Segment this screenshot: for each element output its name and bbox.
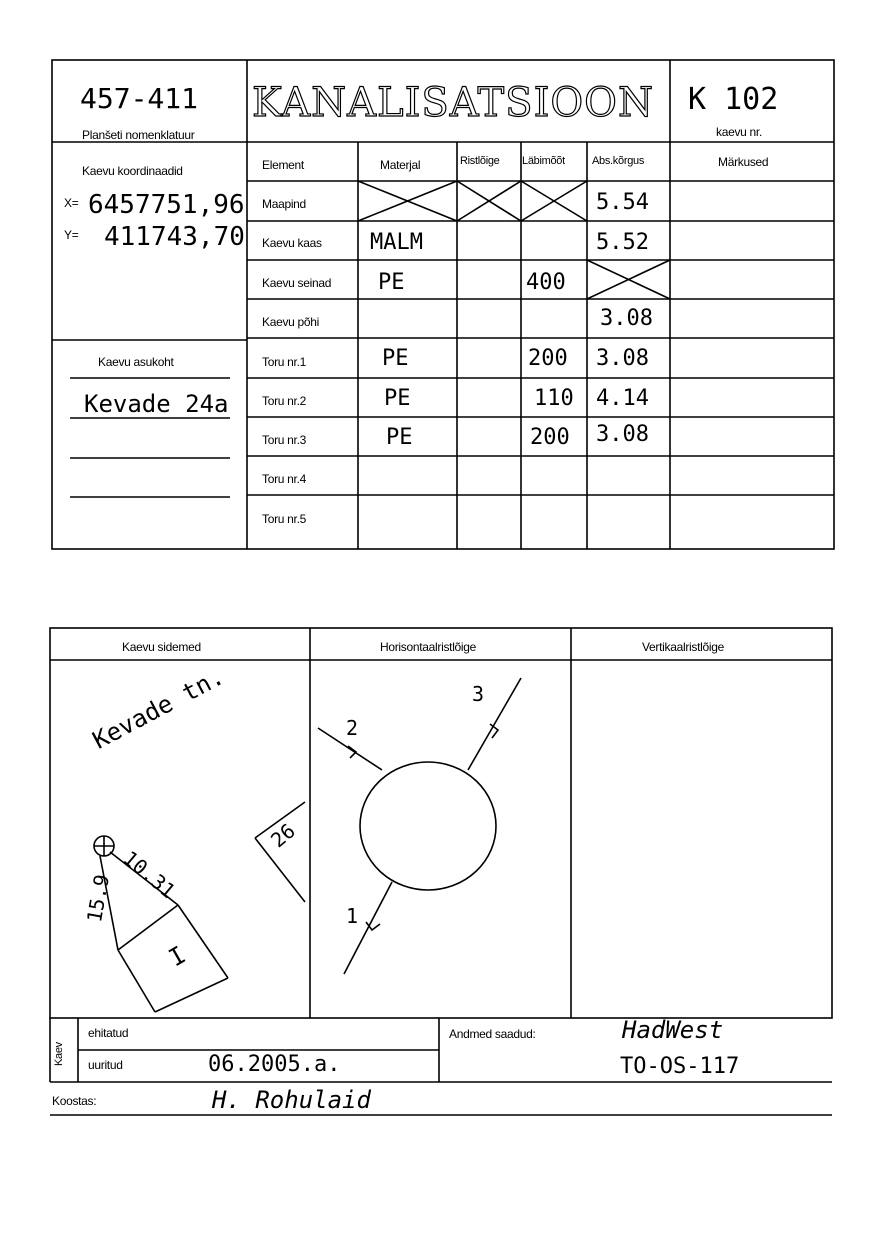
sketch-header-horizontal: Horisontaalristlõige: [380, 640, 477, 654]
side-label: Kaev: [53, 1042, 65, 1066]
row-abs-height: 3.08: [596, 346, 649, 371]
location-value: Kevade 24a: [84, 390, 229, 418]
row-abs-height: 3.08: [596, 422, 649, 447]
location-label: Kaevu asukoht: [98, 355, 174, 369]
page-title: KANALISATSIOON: [252, 80, 654, 126]
row-element: Kaevu seinad: [262, 276, 332, 290]
surveyed-date: 06.2005.a.: [208, 1052, 341, 1077]
y-label: Y=: [64, 228, 79, 242]
row-abs-height: 5.54: [596, 190, 649, 215]
data-from-code: TO-OS-117: [620, 1054, 740, 1079]
row-abs-height: 4.14: [596, 386, 649, 411]
coordinates-label: Kaevu koordinaadid: [82, 164, 183, 178]
data-from-label: Andmed saadud:: [449, 1027, 536, 1041]
built-label: ehitatud: [88, 1026, 129, 1040]
street-label: Kevade tn.: [88, 662, 229, 755]
row-element: Toru nr.2: [262, 394, 306, 408]
pipe-label-2: 2: [346, 716, 359, 740]
row-material: PE: [378, 270, 405, 295]
row-element: Kaevu kaas: [262, 236, 322, 250]
data-from-value: HadWest: [622, 1016, 724, 1044]
x-label: X=: [64, 196, 79, 210]
header-element: Element: [262, 158, 304, 172]
row-diameter: 110: [534, 386, 574, 411]
row-material: PE: [386, 425, 413, 450]
distance-3: 26: [266, 818, 300, 853]
plansheet-value: 457-411: [80, 82, 199, 115]
well-number-label: kaevu nr.: [716, 125, 762, 139]
y-value: 411743,70: [104, 222, 245, 252]
distance-1: 10.31: [118, 846, 181, 904]
plansheet-label: Planšeti nomenklatuur: [82, 128, 195, 142]
row-element: Toru nr.4: [262, 472, 306, 486]
pipe-label-3: 3: [472, 682, 485, 706]
header-diameter: Läbimõõt: [522, 155, 565, 167]
row-material: MALM: [370, 230, 423, 255]
pipe-label-1: 1: [346, 904, 359, 928]
row-diameter: 400: [526, 270, 566, 295]
sketch-header-vertical: Vertikaalristlõige: [642, 640, 724, 654]
row-material: PE: [382, 346, 409, 371]
header-material: Materjal: [380, 158, 421, 172]
row-diameter: 200: [528, 346, 568, 371]
row-element: Maapind: [262, 197, 306, 211]
row-element: Toru nr.1: [262, 355, 306, 369]
header-abs-height: Abs.kõrgus: [592, 155, 645, 167]
author-value: H. Rohulaid: [212, 1086, 371, 1114]
row-abs-height: 3.08: [600, 306, 653, 331]
row-element: Toru nr.5: [262, 512, 306, 526]
row-abs-height: 5.52: [596, 230, 649, 255]
x-value: 6457751,96: [88, 190, 245, 220]
author-label: Koostas:: [52, 1094, 97, 1108]
building-label: I: [164, 940, 191, 973]
row-element: Toru nr.3: [262, 433, 306, 447]
row-material: PE: [384, 386, 411, 411]
well-number-value: K 102: [688, 82, 779, 117]
sketch-header-links: Kaevu sidemed: [122, 640, 201, 654]
distance-2: 15.9: [82, 872, 115, 925]
header-cross-section: Ristlõige: [460, 155, 500, 167]
row-diameter: 200: [530, 425, 570, 450]
surveyed-label: uuritud: [88, 1058, 123, 1072]
row-element: Kaevu põhi: [262, 315, 320, 329]
header-notes: Märkused: [718, 155, 769, 169]
